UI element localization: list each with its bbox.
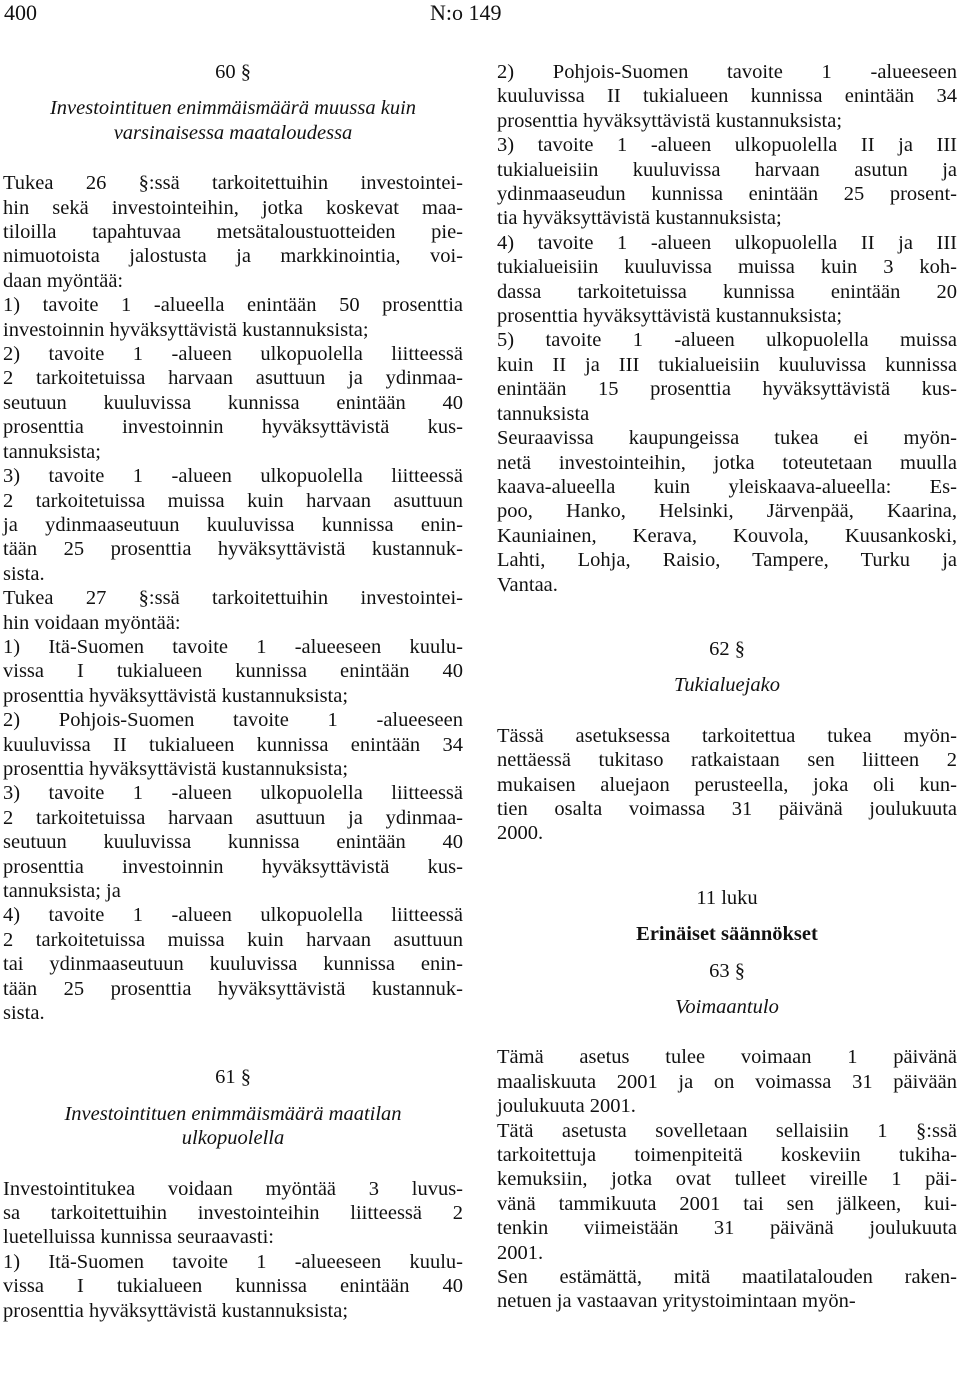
text-line: 2 tarkoitetuissa harvaan asuttuun ja ydinmaa- bbox=[3, 367, 463, 390]
section-60-title: varsinaisessa maataloudessa bbox=[113, 121, 353, 144]
text-line: vissa I tukialueen kunnissa enintään 40 bbox=[3, 1275, 463, 1298]
section-61-body bbox=[3, 1177, 463, 1323]
section-63-title: Voimaantulo bbox=[675, 996, 779, 1018]
left-column bbox=[3, 60, 463, 1323]
text-line: 2001. bbox=[497, 1241, 544, 1264]
text-line: 1) Itä-Suomen tavoite 1 -alueeseen kuulu- bbox=[3, 1250, 463, 1273]
text-line: 2) Pohjois-Suomen tavoite 1 -alueeseen bbox=[497, 61, 957, 83]
text-line: tannuksista; ja bbox=[3, 880, 121, 902]
section-60-body bbox=[3, 171, 463, 1025]
text-line: Tässä asetuksessa tarkoitettua tukea myön- bbox=[497, 724, 957, 747]
text-line: tään 25 prosenttia hyväksyttävistä kustannuk- bbox=[3, 977, 463, 1000]
section-62-body bbox=[497, 724, 957, 846]
text-line: 1) Itä-Suomen tavoite 1 -alueeseen kuulu- bbox=[3, 635, 463, 658]
text-line: prosenttia hyväksyttävistä kustannuksista; bbox=[497, 305, 843, 328]
text-line: hin sekä investointeihin, jotka koskevat maa- bbox=[3, 196, 463, 219]
text-line: vänä tammikuuta 2001 tai sen jälkeen, kui- bbox=[497, 1192, 957, 1215]
right-column bbox=[497, 60, 957, 1314]
text-line: nimuotoista jalostusta ja markkinointia, voi- bbox=[3, 245, 463, 268]
section-63-number: 63 § bbox=[709, 959, 745, 982]
text-line: maaliskuuta 2001 ja on voimassa 31 päivään bbox=[497, 1070, 957, 1093]
chapter-title: Erinäiset säännökset bbox=[636, 923, 818, 946]
section-63-body bbox=[497, 1045, 957, 1313]
text-line: 2) tavoite 1 -alueen ulkopuolella liitteessä bbox=[3, 343, 463, 366]
section-61-title: ulkopuolella bbox=[181, 1127, 285, 1150]
text-line: seutuun kuuluvissa kunnissa enintään 40 bbox=[3, 391, 463, 414]
text-line: 1) tavoite 1 -alueella enintään 50 prosenttia bbox=[3, 294, 463, 317]
text-line: dassa tarkoitetuissa kunnissa enintään 20 bbox=[497, 280, 957, 303]
text-line: Investointitukea voidaan myöntää 3 luvus- bbox=[3, 1177, 463, 1200]
text-line: Sen estämättä, mitä maatilatalouden raken- bbox=[497, 1266, 957, 1289]
text-line: kuuluvissa II tukialueen kunnissa enintään 34 bbox=[3, 733, 463, 756]
text-line: netuen ja vastaavan yritystoimintaan myön- bbox=[497, 1290, 856, 1313]
text-line: tenkin viimeistään 31 päivänä joulukuuta bbox=[497, 1217, 957, 1240]
text-line: joulukuuta 2001. bbox=[497, 1095, 636, 1118]
section-62-number: 62 § bbox=[709, 637, 745, 660]
text-line: tien osalta voimassa 31 päivänä joulukuuta bbox=[497, 797, 957, 820]
text-line: tia hyväksyttävistä kustannuksista; bbox=[497, 207, 782, 230]
text-line: Tämä asetus tulee voimaan 1 päivänä bbox=[497, 1046, 957, 1069]
text-line: kuuluvissa II tukialueen kunnissa enintään 34 bbox=[497, 85, 957, 108]
text-line: 4) tavoite 1 -alueen ulkopuolella II ja III bbox=[497, 231, 957, 254]
text-line: tarkoitettuja toimenpiteitä koskeviin tukiha- bbox=[497, 1144, 957, 1167]
text-line: prosenttia hyväksyttävistä kustannuksista; bbox=[3, 757, 349, 780]
text-line: ja ydinmaaseutuun kuuluvissa kunnissa enin- bbox=[3, 513, 463, 536]
text-line: daan myöntää: bbox=[3, 269, 124, 292]
text-line: tukialueisiin kuuluvissa muissa kuin 3 koh- bbox=[497, 256, 957, 279]
section-60-number: 60 § bbox=[215, 61, 251, 83]
text-line: hin voidaan myöntää: bbox=[3, 611, 181, 634]
text-line: prosenttia hyväksyttävistä kustannuksista; bbox=[3, 1299, 349, 1322]
page-number: 400 bbox=[4, 0, 37, 25]
text-line: investoinnin hyväksyttävistä kustannuksista; bbox=[3, 318, 369, 341]
text-line: prosenttia hyväksyttävistä kustannuksista; bbox=[497, 109, 843, 132]
text-line: prosenttia hyväksyttävistä kustannuksista; bbox=[3, 684, 349, 707]
text-line: tannuksista; bbox=[3, 440, 101, 463]
section-61-continued bbox=[497, 60, 957, 597]
text-line: tukialueisiin kuuluvissa harvaan asutun ja bbox=[497, 158, 957, 181]
section-62-title: Tukialuejako bbox=[674, 674, 780, 697]
text-line: enintään 15 prosenttia hyväksyttävistä kus- bbox=[497, 378, 957, 401]
section-61-number: 61 § bbox=[215, 1066, 251, 1089]
text-line: prosenttia investoinnin hyväksyttävistä kus- bbox=[3, 855, 463, 878]
text-line: Tätä asetusta sovelletaan sellaisiin 1 §:ssä bbox=[497, 1119, 957, 1142]
text-line: sista. bbox=[3, 1002, 45, 1025]
text-line: kemuksiin, jotka ovat tulleet vireille 1 päi- bbox=[497, 1168, 957, 1191]
text-line: kuin II ja III tukialueisiin kuuluvissa kunnissa bbox=[497, 353, 957, 376]
text-line: 4) tavoite 1 -alueen ulkopuolella liitteessä bbox=[3, 904, 463, 927]
text-line: ydinmaaseudun kunnissa enintään 25 prosent- bbox=[497, 183, 957, 206]
issue-number: N:o 149 bbox=[430, 0, 502, 25]
text-line: seutuun kuuluvissa kunnissa enintään 40 bbox=[3, 831, 463, 854]
text-line: Lahti, Lohja, Raisio, Tampere, Turku ja bbox=[497, 549, 957, 572]
text-line: 3) tavoite 1 -alueen ulkopuolella liitteessä bbox=[3, 782, 463, 805]
text-line: poo, Hanko, Helsinki, Järvenpää, Kaarina, bbox=[497, 500, 957, 523]
text-line: tiloilla tapahtuvaa metsätaloustuotteiden pie- bbox=[3, 221, 463, 244]
text-line: 3) tavoite 1 -alueen ulkopuolella II ja III bbox=[497, 134, 957, 157]
text-line: prosenttia investoinnin hyväksyttävistä kus- bbox=[3, 416, 463, 439]
text-line: mukaisen aluejaon perusteella, joka oli kun- bbox=[497, 773, 957, 796]
text-line: kaava-alueella kuin yleiskaava-alueella: Es- bbox=[497, 475, 957, 498]
text-line: sa tarkoitettuihin investointeihin liitteessä 2 bbox=[3, 1202, 463, 1225]
text-line: Vantaa. bbox=[497, 573, 558, 596]
text-line: 2000. bbox=[497, 822, 544, 845]
text-line: Kauniainen, Kerava, Kouvola, Kuusankoski, bbox=[497, 524, 957, 547]
text-line: tai ydinmaaseutuun kuuluvissa kunnissa enin- bbox=[3, 953, 463, 976]
section-61-title: Investointituen enimmäismäärä maatilan bbox=[64, 1102, 402, 1125]
text-line: 2) Pohjois-Suomen tavoite 1 -alueeseen bbox=[3, 709, 463, 732]
text-line: 5) tavoite 1 -alueen ulkopuolella muissa bbox=[497, 329, 957, 352]
text-line: 2 tarkoitetuissa harvaan asuttuun ja ydinmaa- bbox=[3, 806, 463, 829]
text-line: sista. bbox=[3, 562, 45, 585]
chapter-number: 11 luku bbox=[696, 886, 758, 909]
text-line: 2 tarkoitetuissa muissa kuin harvaan asuttuun bbox=[3, 928, 463, 951]
text-line: luetelluissa kunnissa seuraavasti: bbox=[3, 1226, 274, 1249]
text-line: netä investointeihin, jotka toteutetaan muulla bbox=[497, 451, 957, 474]
text-line: 2 tarkoitetuissa muissa kuin harvaan asuttuun bbox=[3, 489, 463, 512]
text-line: 3) tavoite 1 -alueen ulkopuolella liitteessä bbox=[3, 465, 463, 488]
text-line: Tukea 27 §:ssä tarkoitettuihin investointei- bbox=[3, 587, 463, 610]
section-60-title: Investointituen enimmäismäärä muussa kuin bbox=[49, 97, 417, 120]
text-line: Tukea 26 §:ssä tarkoitettuihin investointei- bbox=[3, 172, 463, 195]
text-line: Seuraavissa kaupungeissa tukea ei myön- bbox=[497, 427, 957, 450]
text-line: vissa I tukialueen kunnissa enintään 40 bbox=[3, 660, 463, 683]
text-line: nettäessä tukitaso ratkaistaan sen liitteen 2 bbox=[497, 749, 957, 772]
text-line: tään 25 prosenttia hyväksyttävistä kustannuk- bbox=[3, 538, 463, 561]
text-line: tannuksista bbox=[497, 402, 590, 425]
